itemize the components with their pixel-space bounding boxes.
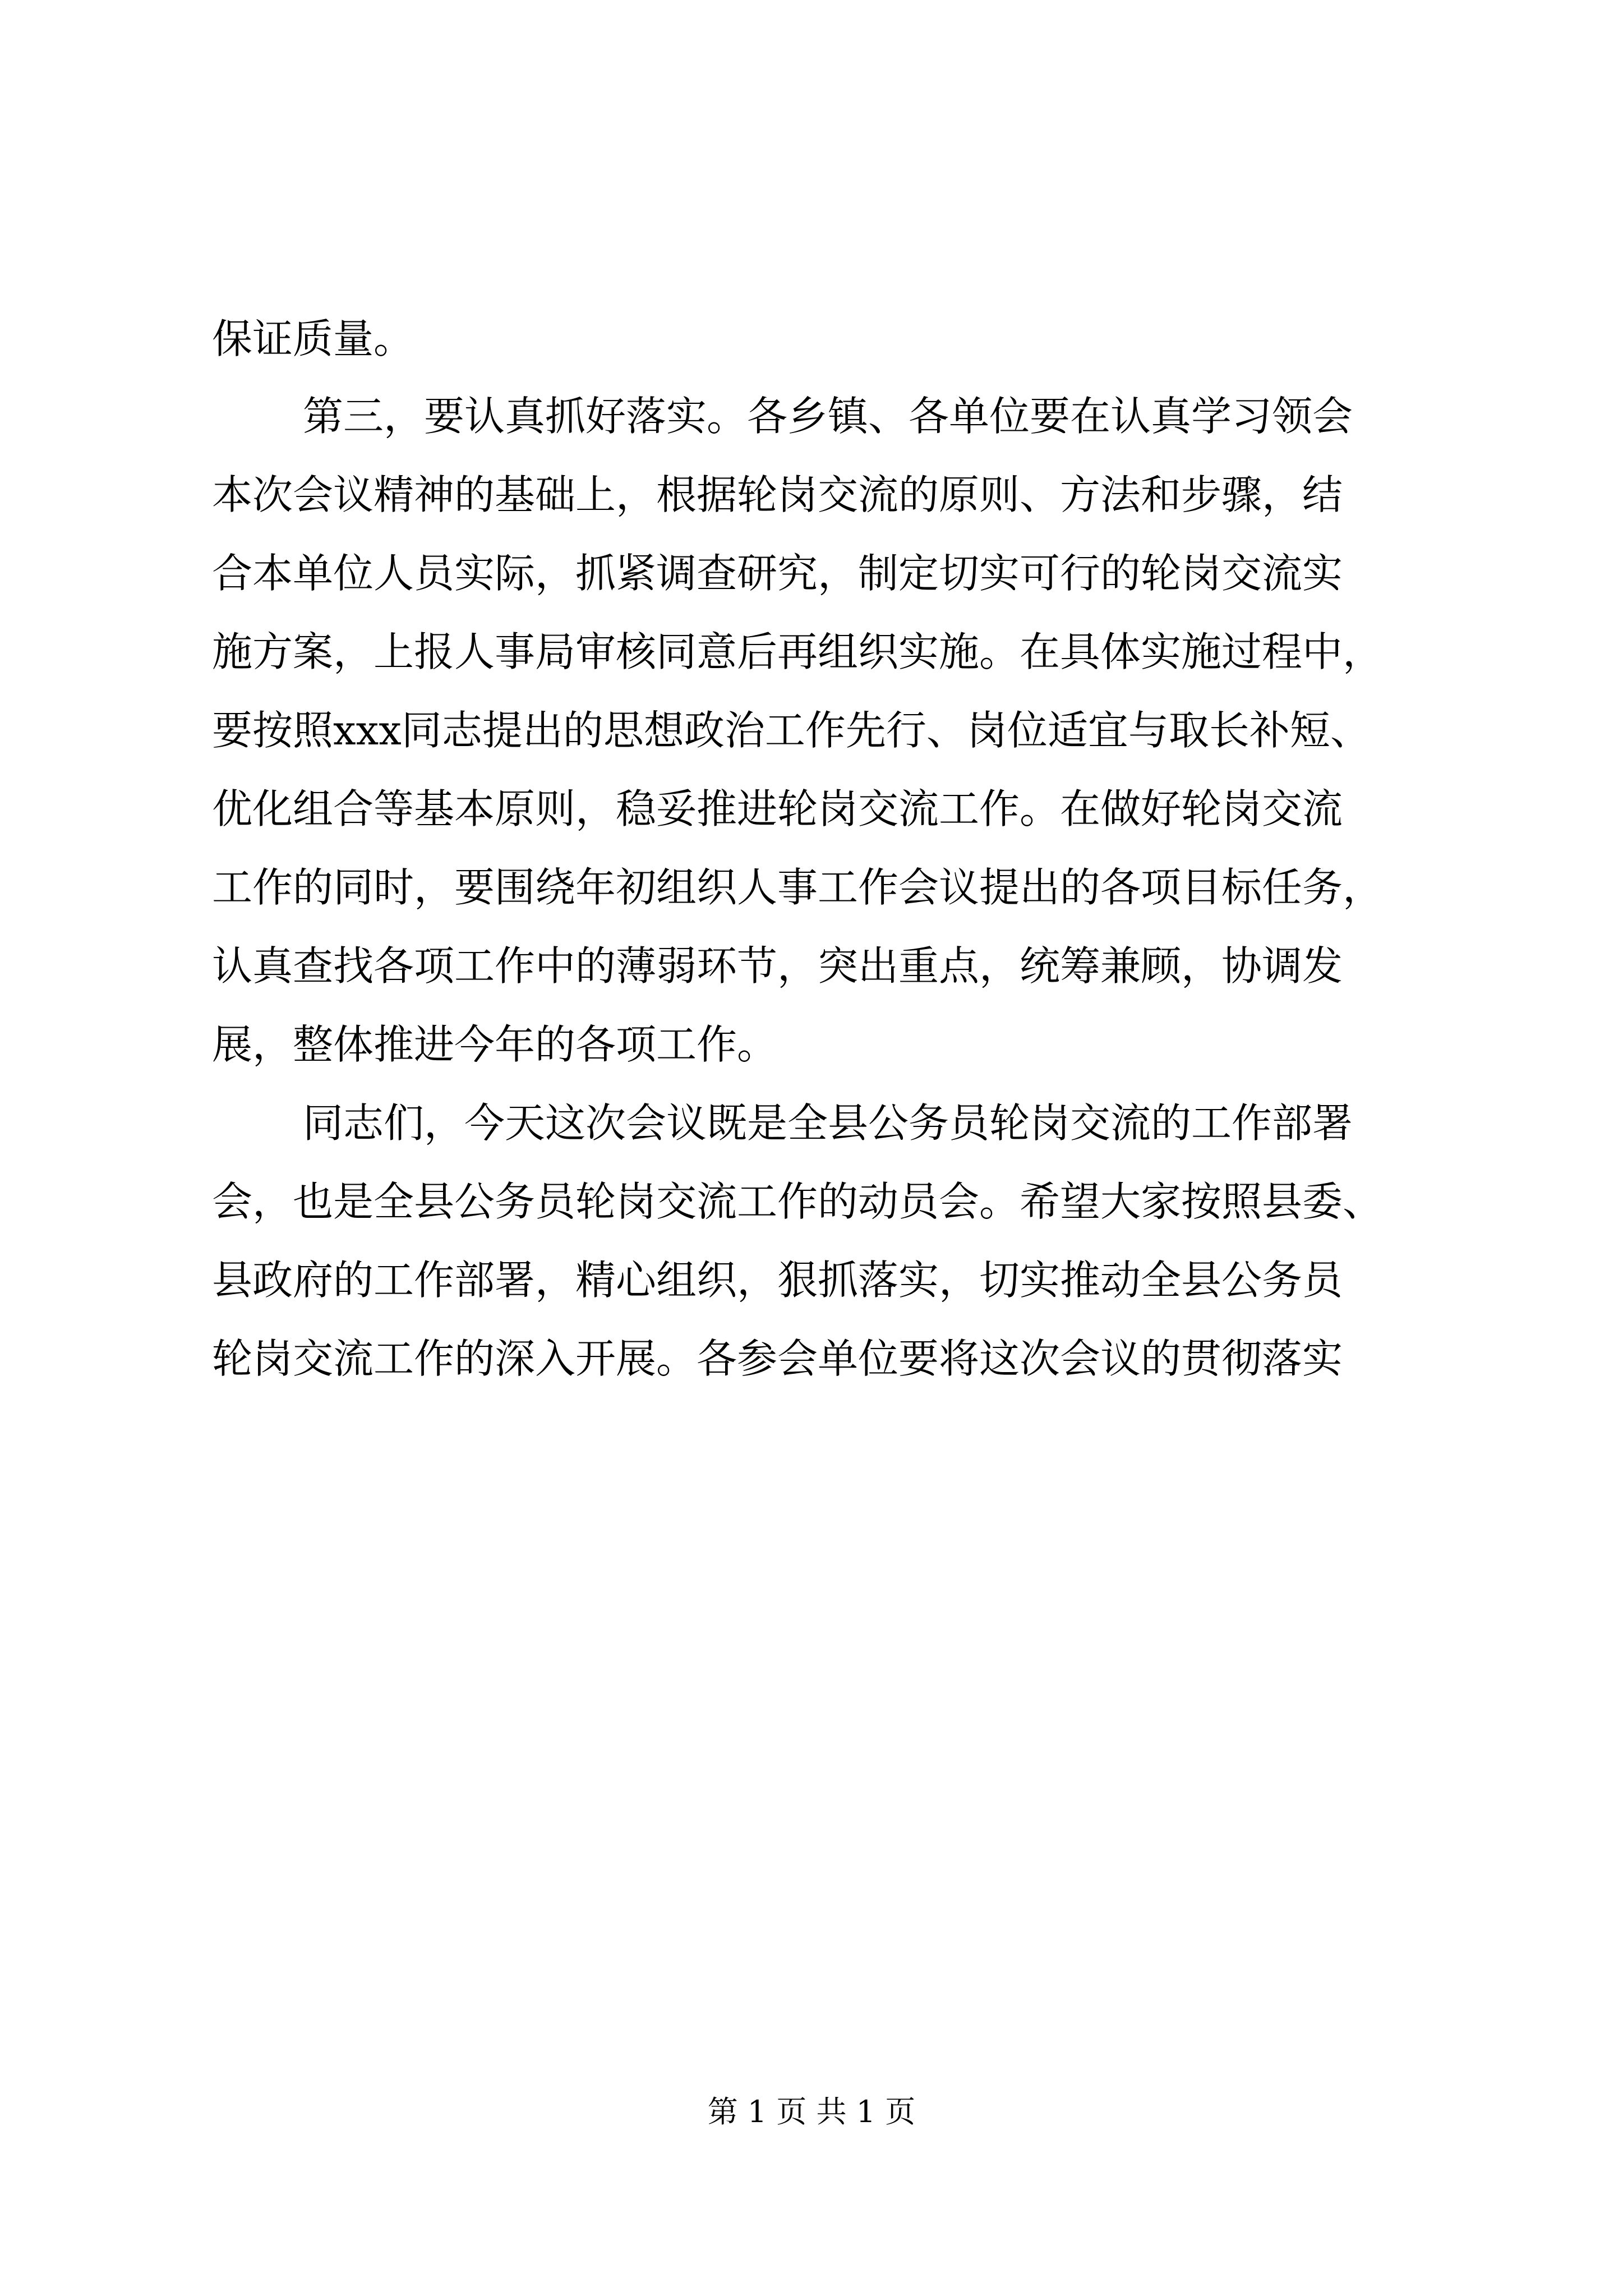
paragraph-3-line-1: 第三，要认真抓好落实。各乡镇、各单位要在认真学习领会 [303, 393, 1353, 440]
paragraph-4-line-1: 同志们，今天这次会议既是全县公务员轮岗交流的工作部署 [303, 1099, 1353, 1147]
paragraph-4-line-4: 轮岗交流工作的深入开展。各参会单位要将这次会议的贯彻落实 [212, 1335, 1343, 1382]
paragraph-3-line-6: 优化组合等基本原则，稳妥推进轮岗交流工作。在做好轮岗交流 [212, 785, 1343, 832]
paragraph-4-line-3: 县政府的工作部署，精心组织，狠抓落实，切实推动全县公务员 [212, 1257, 1343, 1304]
paragraph-3-line-4: 施方案，上报人事局审核同意后再组织实施。在具体实施过程中， [212, 628, 1384, 675]
paragraph-3-line-3: 合本单位人员实际，抓紧调查研究，制定切实可行的轮岗交流实 [212, 550, 1343, 597]
paragraph-3-line-9: 展，整体推进今年的各项工作。 [212, 1021, 778, 1068]
text-line-1: 保证质量。 [212, 315, 414, 362]
page-number-footer: 第 1 页 共 1 页 [707, 2094, 916, 2129]
paragraph-4-line-2: 会，也是全县公务员轮岗交流工作的动员会。希望大家按照县委、 [212, 1178, 1384, 1225]
paragraph-3-line-8: 认真查找各项工作中的薄弱环节，突出重点，统筹兼顾，协调发 [212, 942, 1343, 990]
paragraph-3-line-5: 要按照xxx同志提出的思想政治工作先行、岗位适宜与取长补短、 [212, 707, 1371, 754]
paragraph-3-line-2: 本次会议精神的基础上，根据轮岗交流的原则、方法和步骤，结 [212, 471, 1343, 518]
paragraph-3-line-7: 工作的同时，要围绕年初组织人事工作会议提出的各项目标任务， [212, 864, 1384, 911]
